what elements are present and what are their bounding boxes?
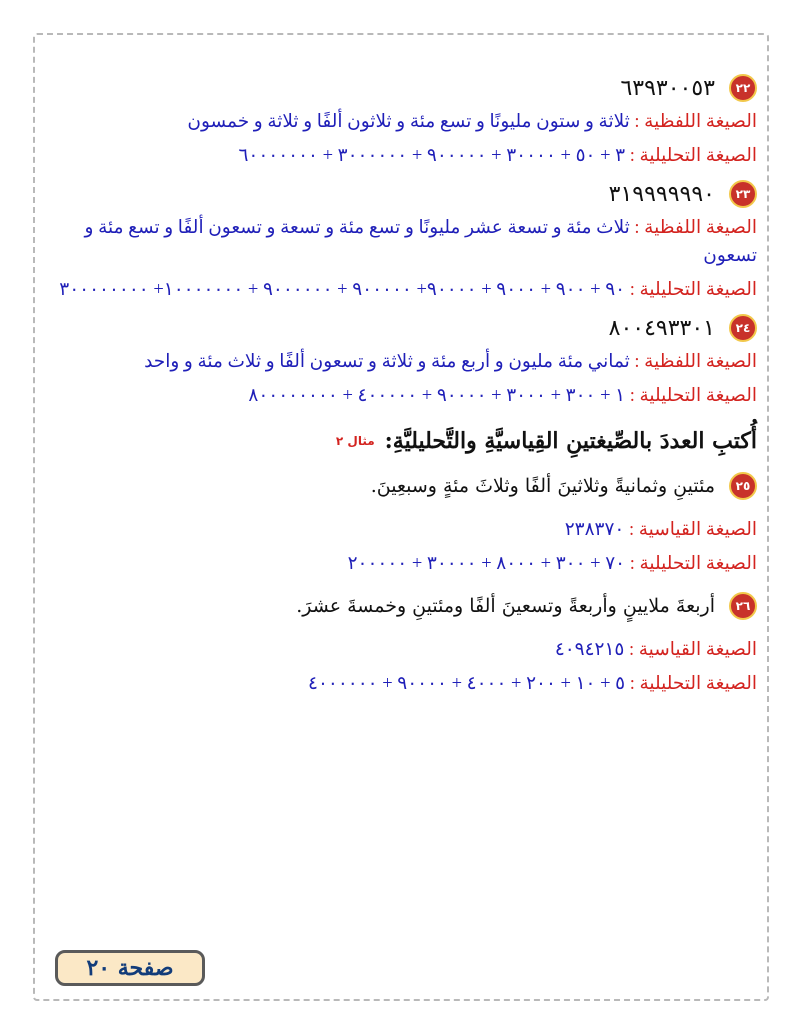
standard-form-value: ٤٠٩٤٢١٥ [554,640,629,660]
expanded-form-label: الصيغة التحليلية : [629,146,757,166]
expanded-form-line [52,382,757,410]
section-heading: أُكتبِ العددَ بالصِّيغتينِ القِياسيَّةِ والتَّحليليَّةِ: [384,428,757,454]
standard-form-label: الصيغة القياسية : [629,520,757,540]
verbal-form-value: ثلاث مئة و تسعة عشر مليونًا و تسع مئة و تسعة و تسعون ألفًا و تسع مئة و تسعون [84,218,757,266]
section-heading-row [52,428,757,454]
exercise-badge: ٢٢ [729,74,757,102]
example-tag: مثال ٢ [335,434,375,448]
verbal-form-line [52,214,757,270]
exercise-badge: ٢٦ [729,592,757,620]
verbal-form-label: الصيغة اللفظية : [634,112,757,132]
number-in-words: أربعةَ ملايينٍ وأربعةً وتسعينَ ألفًا ومئتينِ وخمسةَ عشرَ. [296,595,715,617]
exercise-26-words-line [52,584,757,628]
standard-form-label: الصيغة القياسية : [629,640,757,660]
exercise-number: ٣١٩٩٩٩٩٩٠ [608,181,715,207]
exercise-23-number-line [52,176,757,212]
expanded-form-line [52,550,757,578]
page-number-box: صفحة ٢٠ [55,950,205,986]
expanded-form-value: ٩٠ + ٩٠٠ + ٩٠٠٠ + ٩٠٠٠٠+ ٩٠٠٠٠٠ + ٩٠٠٠٠٠٠ + ١٠٠٠٠٠٠٠+ ٣٠٠٠٠٠٠٠٠ [59,280,630,300]
verbal-form-label: الصيغة اللفظية : [634,352,757,372]
exercise-badge: ٢٤ [729,314,757,342]
standard-form-value: ٢٣٨٣٧٠ [564,520,629,540]
verbal-form-line [52,108,757,136]
expanded-form-line [52,670,757,698]
verbal-form-value: ثلاثة و ستون مليونًا و تسع مئة و ثلاثون ألفًا و ثلاثة و خمسون [187,112,635,132]
expanded-form-value: ٥ + ١٠ + ٢٠٠ + ٤٠٠٠ + ٩٠٠٠٠ + ٤٠٠٠٠٠٠ [308,674,630,694]
expanded-form-line [52,142,757,170]
exercise-number: ٦٣٩٣٠٠٥٣ [620,75,715,101]
exercise-badge: ٢٥ [729,472,757,500]
verbal-form-line [52,348,757,376]
expanded-form-label: الصيغة التحليلية : [629,554,757,574]
exercise-badge: ٢٣ [729,180,757,208]
verbal-form-label: الصيغة اللفظية : [634,218,757,238]
exercise-22-number-line [52,70,757,106]
worksheet-content [52,70,757,704]
expanded-form-value: ٣ + ٥٠ + ٣٠٠٠٠ + ٩٠٠٠٠٠ + ٣٠٠٠٠٠٠ + ٦٠٠٠٠٠٠٠ [238,146,630,166]
number-in-words: مئتينِ وثمانيةً وثلاثينَ ألفًا وثلاثَ مئةٍ وسبعِينَ. [370,475,715,497]
expanded-form-value: ١ + ٣٠٠ + ٣٠٠٠ + ٩٠٠٠٠ + ٤٠٠٠٠٠ + ٨٠٠٠٠٠٠٠٠ [248,386,630,406]
expanded-form-label: الصيغة التحليلية : [629,280,757,300]
verbal-form-value: ثماني مئة مليون و أربع مئة و ثلاثة و تسعون ألفًا و ثلاث مئة و واحد [144,352,635,372]
expanded-form-value: ٧٠ + ٣٠٠ + ٨٠٠٠ + ٣٠٠٠٠ + ٢٠٠٠٠٠ [347,554,630,574]
exercise-number: ٨٠٠٤٩٣٣٠١ [608,315,715,341]
expanded-form-label: الصيغة التحليلية : [629,674,757,694]
exercise-25-words-line [52,464,757,508]
expanded-form-label: الصيغة التحليلية : [629,386,757,406]
exercise-24-number-line [52,310,757,346]
standard-form-line [52,516,757,544]
expanded-form-line [52,276,757,304]
standard-form-line [52,636,757,664]
